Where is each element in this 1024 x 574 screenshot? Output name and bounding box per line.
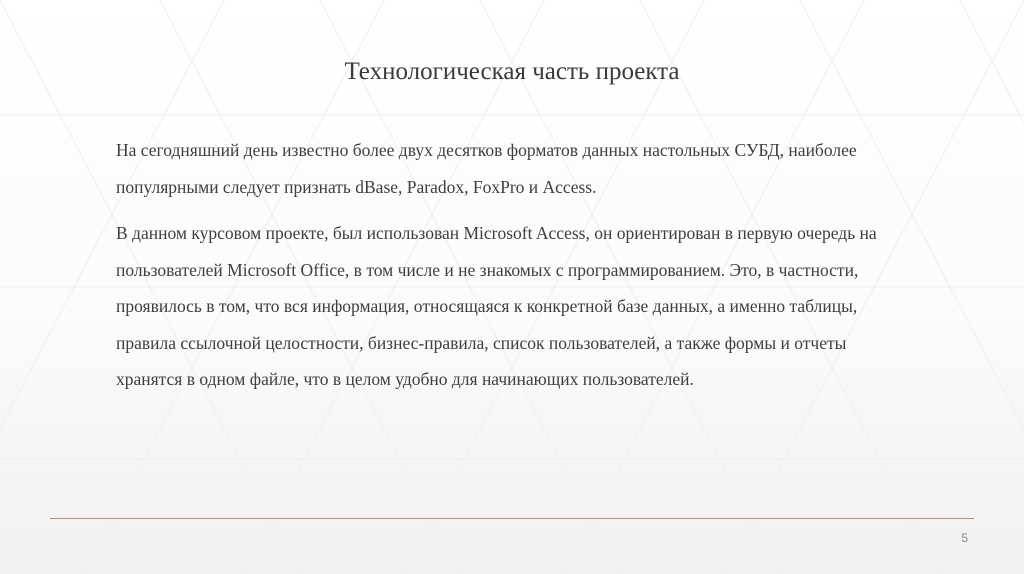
slide-title: Технологическая часть проекта — [344, 58, 680, 85]
footer-divider — [50, 518, 974, 519]
page-number: 5 — [961, 531, 968, 545]
paragraph-1: На сегодняшний день известно более двух десятков форматов данных настольных СУБД, наиболее популярными следует признать dBase, Paradox, FoxPro и Access. — [116, 140, 857, 197]
paragraph-2: В данном курсовом проекте, был использован Microsoft Access, он ориентирован в первую очередь на пользователей Microsoft Office, в том числе и не знакомых с программированием. Это, в частности, проявилось в том, что вся информация, относящаяся к конкретной базе данных, а именно таблицы, правила ссылочной целостности, бизнес-правила, список пользователей, а также формы и отчеты хранятся в одном файле, что в целом удобно для начинающих пользователей. — [116, 223, 877, 389]
slide-body — [116, 132, 896, 408]
